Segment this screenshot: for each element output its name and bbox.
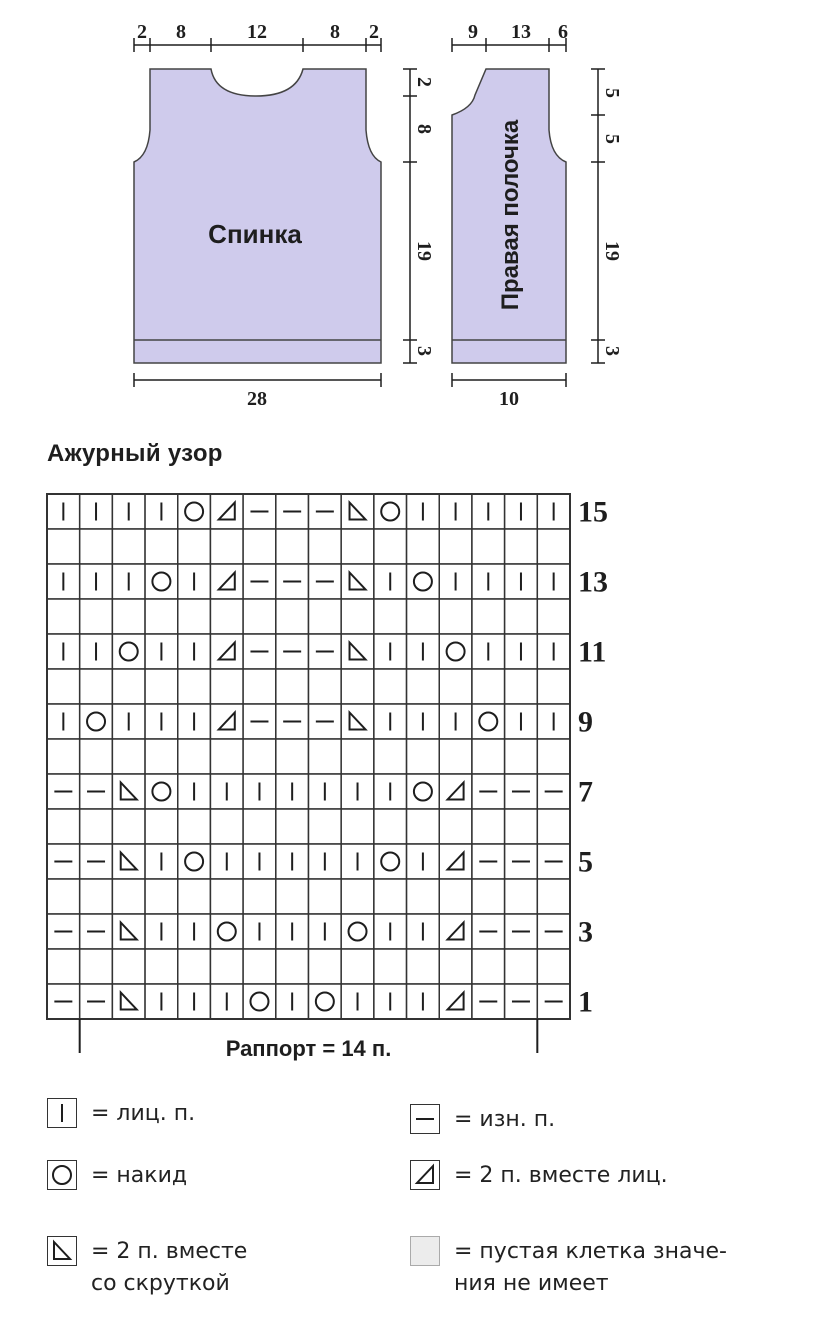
chart-cell (112, 494, 145, 529)
chart-cell (243, 704, 276, 739)
chart-cell (309, 844, 342, 879)
chart-cell (341, 494, 374, 529)
purl-stitch-symbol (410, 1104, 440, 1134)
chart-cell (210, 879, 243, 914)
back-top-dim-4: 8 (330, 21, 340, 43)
chart-cell (472, 564, 505, 599)
chart-cell (210, 704, 243, 739)
chart-cell (276, 984, 309, 1019)
chart-cell (374, 809, 407, 844)
front-top-dim-3: 6 (558, 21, 568, 43)
chart-cell (210, 914, 243, 949)
chart-cell (309, 529, 342, 564)
chart-cell (47, 809, 80, 844)
legend-yarn-over (47, 1160, 187, 1192)
chart-cell (145, 844, 178, 879)
back-piece (134, 69, 381, 363)
chart-cell (407, 739, 440, 774)
chart-cell (243, 949, 276, 984)
chart-cell (505, 704, 538, 739)
chart-cell (243, 669, 276, 704)
chart-cell (112, 844, 145, 879)
chart-cell (47, 739, 80, 774)
chart-cell (210, 599, 243, 634)
chart-cell (407, 704, 440, 739)
chart-cell (178, 739, 211, 774)
legend-purl (410, 1104, 555, 1136)
back-height-dimension (403, 69, 417, 363)
chart-cell (276, 914, 309, 949)
chart-cell (112, 949, 145, 984)
chart-cell (407, 984, 440, 1019)
chart-cell (341, 774, 374, 809)
chart-cell (112, 774, 145, 809)
chart-cell (145, 774, 178, 809)
chart-cell (309, 984, 342, 1019)
chart-cell (407, 599, 440, 634)
knit-stitch-symbol (47, 1098, 77, 1128)
back-height-dim-1: 2 (413, 77, 435, 87)
chart-cell (439, 914, 472, 949)
chart-cell (505, 844, 538, 879)
k2tog-symbol (410, 1160, 440, 1190)
chart-cell (537, 669, 570, 704)
chart-cell (276, 949, 309, 984)
chart-cell (374, 879, 407, 914)
chart-cell (407, 669, 440, 704)
chart-cell (407, 634, 440, 669)
chart-cell (80, 809, 113, 844)
chart-cell (243, 809, 276, 844)
k2tog-tbl-symbol (47, 1236, 77, 1266)
chart-cell (145, 634, 178, 669)
chart-cell (505, 494, 538, 529)
chart-cell (505, 739, 538, 774)
chart-cell (80, 564, 113, 599)
chart-cell (47, 879, 80, 914)
chart-cell (178, 984, 211, 1019)
front-height-dimension (591, 69, 605, 363)
chart-cell (112, 914, 145, 949)
row-number: 3 (578, 915, 593, 949)
chart-cell (309, 809, 342, 844)
chart-cell (210, 494, 243, 529)
row-number: 15 (578, 495, 608, 529)
chart-cell (112, 529, 145, 564)
chart-cell (243, 634, 276, 669)
chart-cell (407, 564, 440, 599)
front-top-dim-2: 13 (511, 21, 531, 43)
chart-cell (80, 774, 113, 809)
front-height-dim-3: 19 (601, 241, 623, 261)
chart-cell (145, 599, 178, 634)
chart-cell (505, 669, 538, 704)
front-top-dim-1: 9 (468, 21, 478, 43)
chart-cell (80, 529, 113, 564)
chart-cell (112, 564, 145, 599)
yarn-over-symbol (47, 1160, 77, 1190)
chart-cell (374, 984, 407, 1019)
legend-text: = изн. п. (454, 1107, 556, 1132)
chart-cell (243, 844, 276, 879)
chart-cell (537, 984, 570, 1019)
chart-cell (178, 494, 211, 529)
chart-cell (309, 634, 342, 669)
chart-cell (472, 949, 505, 984)
chart-cell (309, 669, 342, 704)
chart-cell (210, 669, 243, 704)
chart-cell (374, 634, 407, 669)
chart-cell (210, 529, 243, 564)
chart-cell (80, 739, 113, 774)
knitting-chart (0, 470, 822, 1070)
chart-cell (537, 704, 570, 739)
chart-cell (112, 599, 145, 634)
chart-cell (276, 809, 309, 844)
chart-cell (80, 599, 113, 634)
chart-cell (374, 669, 407, 704)
legend-k2tog-tbl (47, 1236, 247, 1300)
chart-cell (210, 774, 243, 809)
row-number: 9 (578, 705, 593, 739)
chart-cell (47, 634, 80, 669)
chart-cell (47, 494, 80, 529)
chart-cell (341, 879, 374, 914)
chart-cell (243, 564, 276, 599)
chart-cell (472, 809, 505, 844)
row-number: 13 (578, 565, 608, 599)
chart-cell (472, 739, 505, 774)
chart-cell (47, 914, 80, 949)
chart-cell (374, 844, 407, 879)
chart-cell (112, 984, 145, 1019)
chart-cell (341, 739, 374, 774)
chart-cell (178, 669, 211, 704)
chart-cell (472, 529, 505, 564)
chart-cell (276, 739, 309, 774)
chart-cell (341, 844, 374, 879)
chart-cell (439, 494, 472, 529)
row-number: 1 (578, 985, 593, 1019)
chart-cell (472, 879, 505, 914)
legend-knit (47, 1098, 195, 1130)
chart-cell (374, 949, 407, 984)
chart-cell (112, 704, 145, 739)
chart-cell (276, 634, 309, 669)
front-height-dim-2: 5 (601, 134, 623, 144)
chart-cell (439, 599, 472, 634)
chart-cell (80, 494, 113, 529)
chart-cell (472, 599, 505, 634)
chart-cell (439, 809, 472, 844)
chart-cell (112, 879, 145, 914)
chart-cell (472, 669, 505, 704)
chart-cell (439, 879, 472, 914)
chart-cell (112, 809, 145, 844)
chart-cell (505, 984, 538, 1019)
chart-cell (243, 529, 276, 564)
chart-cell (537, 739, 570, 774)
chart-cell (439, 739, 472, 774)
back-label: Спинка (208, 219, 302, 249)
chart-cell (537, 529, 570, 564)
chart-cell (472, 704, 505, 739)
chart-cell (243, 494, 276, 529)
chart-cell (407, 914, 440, 949)
chart-cell (407, 529, 440, 564)
chart-cell (505, 599, 538, 634)
back-bottom-dim: 28 (247, 388, 267, 410)
chart-cell (505, 914, 538, 949)
chart-cell (439, 844, 472, 879)
front-label: Правая полочка (497, 119, 524, 311)
chart-cell (537, 879, 570, 914)
chart-cell (439, 634, 472, 669)
pattern-title: Ажурный узор (47, 440, 223, 467)
chart-cell (178, 529, 211, 564)
legend-text: = пустая клетка значе- ния не имеет (454, 1239, 727, 1296)
chart-cell (505, 529, 538, 564)
chart-cell (472, 494, 505, 529)
chart-cell (178, 949, 211, 984)
chart-cell (80, 669, 113, 704)
chart-cell (505, 774, 538, 809)
chart-cell (276, 774, 309, 809)
chart-cell (374, 529, 407, 564)
chart-cell (47, 599, 80, 634)
empty-cell-symbol (410, 1236, 440, 1266)
row-number: 5 (578, 845, 593, 879)
chart-cell (537, 564, 570, 599)
chart-cell (145, 704, 178, 739)
chart-cell (374, 914, 407, 949)
back-bottom-dimension (134, 373, 381, 387)
chart-cell (276, 564, 309, 599)
row-number: 11 (578, 635, 607, 669)
front-height-dim-4: 3 (601, 346, 623, 356)
chart-cell (145, 494, 178, 529)
chart-cell (472, 844, 505, 879)
chart-cell (210, 634, 243, 669)
chart-cell (276, 529, 309, 564)
chart-cell (112, 669, 145, 704)
legend-text: = 2 п. вместе со скруткой (91, 1239, 248, 1296)
chart-cell (276, 879, 309, 914)
chart-cell (537, 949, 570, 984)
chart-cell (145, 564, 178, 599)
front-height-dim-1: 5 (601, 88, 623, 98)
chart-cell (145, 809, 178, 844)
chart-cell (309, 914, 342, 949)
chart-cell (276, 704, 309, 739)
chart-cell (537, 774, 570, 809)
chart-cell (407, 494, 440, 529)
chart-cell (407, 844, 440, 879)
chart-cell (145, 739, 178, 774)
chart-cell (505, 879, 538, 914)
chart-cell (341, 984, 374, 1019)
chart-cell (243, 879, 276, 914)
chart-cell (439, 704, 472, 739)
legend-text: = накид (91, 1163, 188, 1188)
chart-cell (178, 879, 211, 914)
chart-cell (178, 809, 211, 844)
chart-cell (80, 949, 113, 984)
chart-cell (374, 599, 407, 634)
chart-cell (341, 529, 374, 564)
chart-cell (407, 949, 440, 984)
back-top-dim-2: 8 (176, 21, 186, 43)
chart-cell (145, 669, 178, 704)
chart-cell (47, 564, 80, 599)
legend-text: = лиц. п. (91, 1101, 196, 1126)
row-number: 7 (578, 775, 593, 809)
chart-cell (47, 844, 80, 879)
chart-cell (472, 914, 505, 949)
chart-cell (276, 669, 309, 704)
chart-cell (505, 634, 538, 669)
chart-cell (309, 949, 342, 984)
chart-cell (407, 879, 440, 914)
chart-cell (407, 774, 440, 809)
chart-cell (47, 704, 80, 739)
back-top-dim-5: 2 (369, 21, 379, 43)
chart-cell (341, 809, 374, 844)
chart-cell (145, 984, 178, 1019)
chart-cell (341, 599, 374, 634)
chart-cell (145, 529, 178, 564)
chart-cell (439, 949, 472, 984)
chart-cell (80, 634, 113, 669)
chart-cell (309, 704, 342, 739)
chart-cell (80, 914, 113, 949)
chart-cell (210, 844, 243, 879)
chart-cell (210, 564, 243, 599)
chart-cell (439, 984, 472, 1019)
chart-cell (243, 984, 276, 1019)
chart-cell (276, 844, 309, 879)
chart-cell (472, 774, 505, 809)
back-top-dim-1: 2 (137, 21, 147, 43)
chart-cell (472, 634, 505, 669)
chart-cell (145, 949, 178, 984)
chart-cell (439, 529, 472, 564)
chart-cell (80, 879, 113, 914)
chart-cell (47, 984, 80, 1019)
chart-cell (374, 704, 407, 739)
chart-cell (505, 809, 538, 844)
back-top-dim-3: 12 (247, 21, 267, 43)
chart-cell (47, 774, 80, 809)
chart-cell (537, 634, 570, 669)
chart-cell (309, 494, 342, 529)
chart-cell (537, 599, 570, 634)
chart-cell (178, 914, 211, 949)
chart-cell (374, 494, 407, 529)
back-height-dim-4: 3 (413, 346, 435, 356)
chart-cell (243, 739, 276, 774)
chart-cell (145, 914, 178, 949)
chart-cell (178, 634, 211, 669)
chart-cell (439, 564, 472, 599)
chart-cell (537, 494, 570, 529)
chart-cell (472, 984, 505, 1019)
chart-cell (537, 844, 570, 879)
back-height-dim-2: 8 (413, 124, 435, 134)
chart-cell (341, 704, 374, 739)
chart-cell (341, 634, 374, 669)
chart-cell (407, 809, 440, 844)
chart-cell (210, 949, 243, 984)
chart-cell (309, 564, 342, 599)
chart-cell (439, 774, 472, 809)
chart-cell (210, 984, 243, 1019)
chart-cell (243, 914, 276, 949)
front-bottom-dimension (452, 373, 566, 387)
chart-cell (341, 949, 374, 984)
chart-cell (145, 879, 178, 914)
chart-cell (47, 669, 80, 704)
chart-cell (80, 704, 113, 739)
chart-cell (374, 564, 407, 599)
rapport-label: Раппорт = 14 п. (225, 1036, 392, 1061)
chart-cell (178, 564, 211, 599)
chart-cell (243, 599, 276, 634)
chart-cell (505, 949, 538, 984)
legend-text: = 2 п. вместе лиц. (454, 1163, 668, 1188)
chart-cell (178, 844, 211, 879)
chart-cell (243, 774, 276, 809)
chart-cell (276, 599, 309, 634)
chart-cell (80, 984, 113, 1019)
chart-cell (309, 774, 342, 809)
garment-schematic (0, 0, 822, 420)
chart-cell (341, 669, 374, 704)
legend-k2tog (410, 1160, 668, 1192)
legend-empty-cell (410, 1236, 727, 1300)
chart-cell (210, 739, 243, 774)
chart-cell (178, 704, 211, 739)
chart-cell (537, 914, 570, 949)
back-height-dim-3: 19 (413, 241, 435, 261)
chart-cell (309, 599, 342, 634)
chart-cell (47, 949, 80, 984)
chart-cell (537, 809, 570, 844)
chart-cell (178, 774, 211, 809)
chart-cell (178, 599, 211, 634)
chart-cell (341, 564, 374, 599)
chart-cell (439, 669, 472, 704)
chart-cell (374, 774, 407, 809)
chart-cell (47, 529, 80, 564)
front-bottom-dim: 10 (499, 388, 519, 410)
chart-cell (309, 879, 342, 914)
chart-cell (80, 844, 113, 879)
chart-cell (210, 809, 243, 844)
chart-cell (341, 914, 374, 949)
chart-cell (505, 564, 538, 599)
chart-cell (374, 739, 407, 774)
chart-cell (112, 739, 145, 774)
chart-cell (309, 739, 342, 774)
chart-cell (112, 634, 145, 669)
chart-cell (276, 494, 309, 529)
